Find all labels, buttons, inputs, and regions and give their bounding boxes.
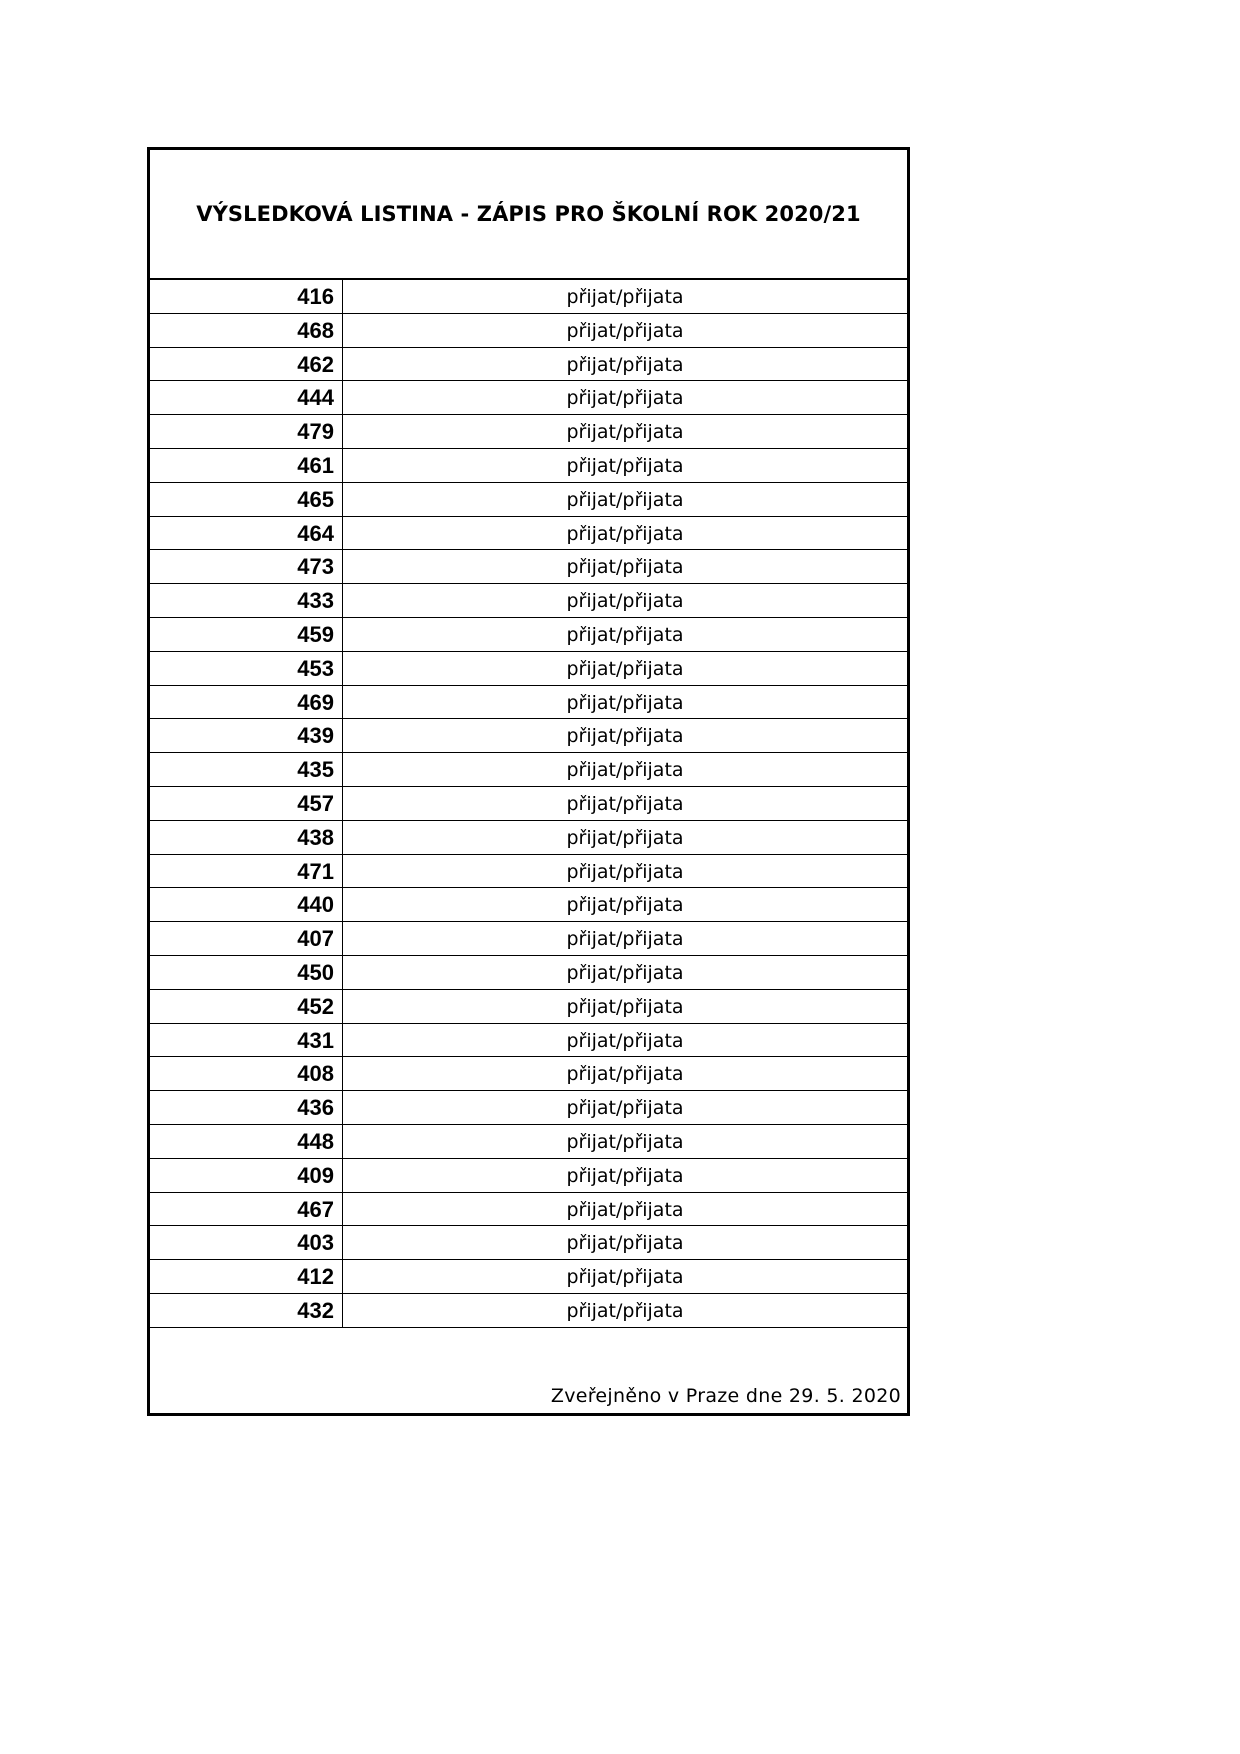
table-row — [150, 449, 907, 483]
table-row — [150, 415, 907, 449]
publication-note: Zveřejněno v Praze dne 29. 5. 2020 — [550, 1385, 901, 1407]
applicant-code: 407 — [150, 922, 343, 955]
admission-status: přijat/přijata — [566, 928, 684, 951]
table-row — [150, 990, 907, 1024]
results-table — [150, 280, 907, 1328]
admission-status: přijat/přijata — [566, 691, 684, 714]
applicant-code: 440 — [150, 888, 343, 921]
table-row — [150, 1057, 907, 1091]
admission-status: přijat/přijata — [566, 353, 684, 376]
admission-status: přijat/přijata — [566, 522, 684, 545]
admission-status: přijat/přijata — [566, 623, 684, 646]
applicant-code: 444 — [150, 381, 343, 414]
admission-status: přijat/přijata — [566, 1232, 684, 1255]
admission-status: přijat/přijata — [566, 860, 684, 883]
applicant-code: 408 — [150, 1057, 343, 1090]
admission-status: přijat/přijata — [566, 657, 684, 680]
applicant-code: 435 — [150, 753, 343, 786]
applicant-code: 439 — [150, 719, 343, 752]
applicant-code: 465 — [150, 483, 343, 516]
table-row — [150, 1260, 907, 1294]
admission-status: přijat/přijata — [566, 725, 684, 748]
table-row — [150, 719, 907, 753]
admission-status: přijat/přijata — [566, 488, 684, 511]
admission-status: přijat/přijata — [566, 286, 684, 308]
table-row — [150, 1125, 907, 1159]
admission-status: přijat/přijata — [566, 1063, 684, 1086]
applicant-code: 438 — [150, 821, 343, 854]
table-row — [150, 550, 907, 584]
table-row — [150, 888, 907, 922]
admission-status: přijat/přijata — [566, 1198, 684, 1221]
table-row — [150, 483, 907, 517]
table-row — [150, 314, 907, 348]
applicant-code: 436 — [150, 1091, 343, 1124]
applicant-code: 471 — [150, 855, 343, 888]
admission-status: přijat/přijata — [566, 319, 684, 342]
table-row — [150, 821, 907, 855]
table-row — [150, 381, 907, 415]
admission-status: přijat/přijata — [566, 759, 684, 782]
applicant-code: 431 — [150, 1024, 343, 1057]
applicant-code: 457 — [150, 787, 343, 820]
applicant-code: 479 — [150, 415, 343, 448]
table-row — [150, 1159, 907, 1193]
table-row — [150, 517, 907, 551]
applicant-code: 453 — [150, 652, 343, 685]
table-row — [150, 1024, 907, 1058]
applicant-code: 450 — [150, 956, 343, 989]
table-row — [150, 584, 907, 618]
applicant-code: 452 — [150, 990, 343, 1023]
admission-status: přijat/přijata — [566, 1130, 684, 1153]
applicant-code: 462 — [150, 348, 343, 381]
admission-status: přijat/přijata — [566, 995, 684, 1018]
applicant-code: 461 — [150, 449, 343, 482]
applicant-code: 432 — [150, 1294, 343, 1327]
applicant-code: 464 — [150, 517, 343, 550]
table-row — [150, 787, 907, 821]
admission-status: přijat/přijata — [566, 590, 684, 613]
admission-status: přijat/přijata — [566, 1097, 684, 1120]
applicant-code: 409 — [150, 1159, 343, 1192]
table-row — [150, 686, 907, 720]
applicant-code: 459 — [150, 618, 343, 651]
table-row — [150, 1294, 907, 1328]
applicant-code: 467 — [150, 1193, 343, 1226]
applicant-code: 469 — [150, 686, 343, 719]
admission-status: přijat/přijata — [566, 421, 684, 444]
applicant-code: 412 — [150, 1260, 343, 1293]
admission-status: přijat/přijata — [566, 556, 684, 579]
applicant-code: 448 — [150, 1125, 343, 1158]
admission-status: přijat/přijata — [566, 387, 684, 410]
admission-status: přijat/přijata — [566, 792, 684, 815]
applicant-code: 403 — [150, 1226, 343, 1259]
table-row — [150, 1091, 907, 1125]
results-sheet — [147, 147, 910, 1416]
table-row — [150, 618, 907, 652]
admission-status: přijat/přijata — [566, 1164, 684, 1187]
admission-status: přijat/přijata — [566, 454, 684, 477]
table-row — [150, 922, 907, 956]
applicant-code: 468 — [150, 314, 343, 347]
table-row — [150, 1226, 907, 1260]
admission-status: přijat/přijata — [566, 961, 684, 984]
document-title: VÝSLEDKOVÁ LISTINA - ZÁPIS PRO ŠKOLNÍ ROK 2020/21 — [150, 150, 907, 280]
admission-status: přijat/přijata — [566, 894, 684, 917]
admission-status: přijat/přijata — [566, 1029, 684, 1052]
table-row — [150, 280, 907, 314]
admission-status: přijat/přijata — [566, 826, 684, 849]
applicant-code: 473 — [150, 550, 343, 583]
table-row — [150, 652, 907, 686]
applicant-code: 416 — [150, 280, 343, 313]
table-row — [150, 753, 907, 787]
table-row — [150, 348, 907, 382]
table-row — [150, 1193, 907, 1227]
applicant-code: 433 — [150, 584, 343, 617]
admission-status: přijat/přijata — [566, 1299, 684, 1322]
admission-status: přijat/přijata — [566, 1266, 684, 1289]
table-row — [150, 855, 907, 889]
table-row — [150, 956, 907, 990]
